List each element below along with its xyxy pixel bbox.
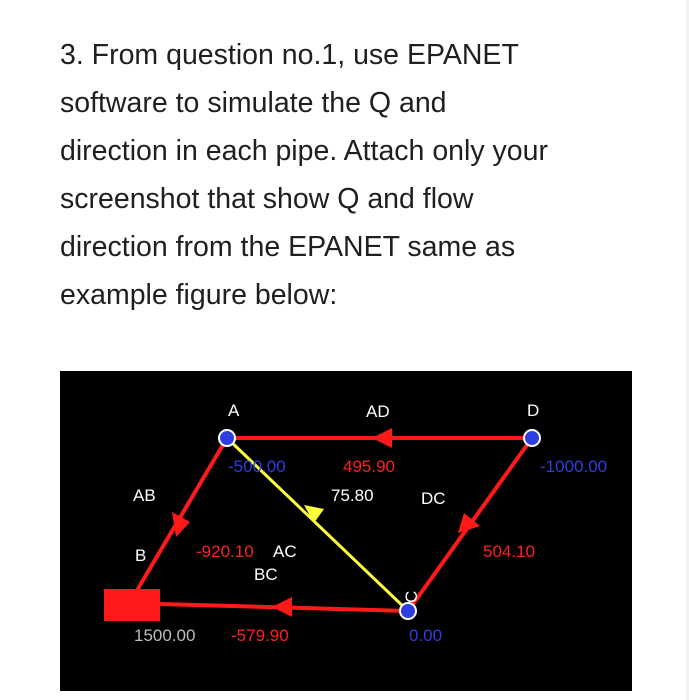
pipe-label-dc: DC	[421, 489, 446, 508]
network-diagram	[60, 371, 632, 691]
pipe-flow-bc: -579.90	[231, 626, 289, 645]
node-label-b: B	[135, 546, 147, 565]
pipe-flow-dc: 504.10	[483, 542, 535, 561]
flow-arrow-ad	[372, 428, 392, 448]
pipe-flow-ac: 75.80	[331, 486, 374, 505]
pipe-flow-ad: 495.90	[343, 457, 395, 476]
node-a-junction	[219, 430, 235, 446]
pipe-label-bc: BC	[254, 565, 278, 584]
pipe-flow-ab: -920.10	[196, 542, 254, 561]
pipe-label-ac: AC	[273, 542, 297, 561]
pipe-ab	[136, 438, 227, 592]
flow-arrow-bc	[272, 597, 292, 617]
question-line: direction from the EPANET same as	[60, 231, 516, 263]
pipe-label-ad: AD	[366, 402, 390, 421]
question-line: example figure below:	[60, 279, 338, 311]
epanet-network-figure	[60, 371, 632, 691]
question-line: software to simulate the Q and	[60, 87, 447, 119]
node-b-tank	[104, 589, 160, 621]
node-value-c: 0.00	[409, 626, 443, 645]
node-d-junction	[524, 430, 540, 446]
node-label-d: D	[527, 401, 540, 420]
node-c-junction	[400, 603, 416, 619]
node-label-a: A	[228, 401, 240, 420]
question-line: 3. From question no.1, use EPANET	[60, 39, 519, 71]
node-label-c: C	[402, 590, 421, 603]
node-value-a: -500.00	[228, 457, 286, 476]
question-text	[60, 31, 660, 319]
node-value-b: 1500.00	[134, 626, 196, 645]
node-value-d: -1000.00	[540, 457, 608, 476]
question-line: screenshot that show Q and flow	[60, 183, 474, 215]
pipe-label-ab: AB	[133, 486, 156, 505]
question-line: direction in each pipe. Attach only your	[60, 135, 548, 167]
